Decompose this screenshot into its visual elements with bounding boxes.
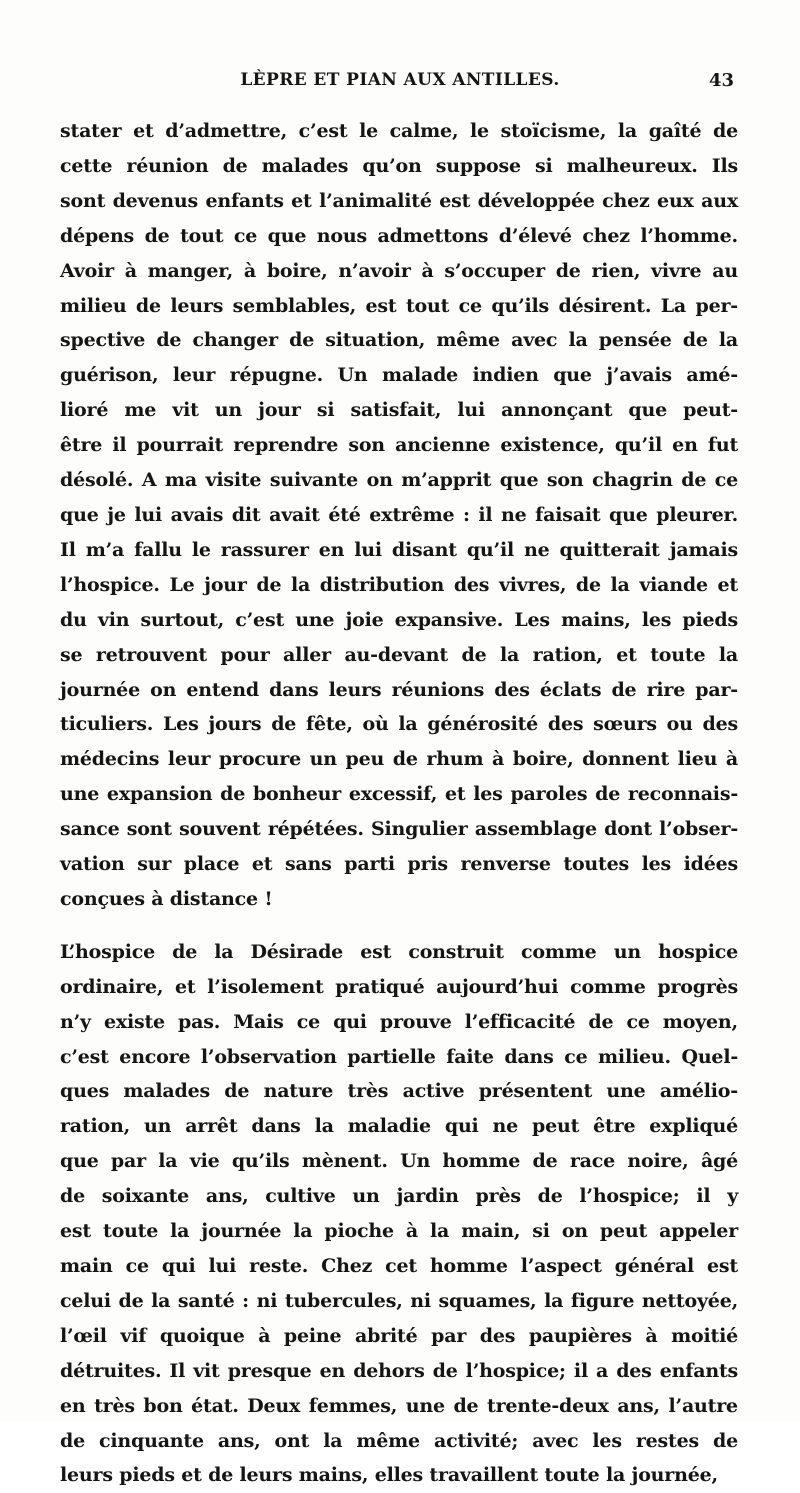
text-line: que je lui avais dit avait été extrême : il ne faisait que pleurer. (60, 503, 739, 526)
text-line: Avoir à manger, à boire, n’avoir à s’occuper de rien, vivre au (60, 259, 738, 282)
text-line: du vin surtout, c’est une joie expansive. Les mains, les pieds (60, 608, 738, 631)
running-header (60, 70, 740, 100)
text-line: une expansion de bonheur excessif, et les paroles de reconnais- (60, 783, 739, 806)
text-line: milieu de leurs semblables, est tout ce qu’ils désirent. La per- (60, 294, 738, 317)
text-line: désolé. A ma visite suivante on m’apprit que son chagrin de ce (60, 469, 739, 492)
text-line: journée on entend dans leurs réunions des éclats de rire par- (60, 678, 738, 701)
text-line: celui de la santé : ni tubercules, ni squames, la figure nettoyée, (60, 1289, 738, 1312)
text-line: être il pourrait reprendre son ancienne existence, qu’il en fut (60, 434, 739, 457)
text-line: ques malades de nature très active présentent une amélio- (60, 1080, 738, 1103)
text-line: de cinquante ans, ont la même activité; avec les restes de (60, 1429, 738, 1452)
text-line: dépens de tout ce que nous admettons d’élevé chez l’homme. (60, 224, 738, 247)
text-line: c’est encore l’observation partielle faite dans ce milieu. Quel- (60, 1045, 739, 1068)
text-line: stater et d’admettre, c’est le calme, le stoïcisme, la gaîté de (60, 120, 739, 142)
text-line: sont devenus enfants et l’animalité est développée chez eux aux (60, 189, 738, 212)
text-line: l’hospice. Le jour de la distribution des vivres, de la viande et (60, 573, 739, 596)
text-line: vation sur place et sans parti pris renverse toutes les idées (60, 853, 739, 876)
running-title: LÈPRE ET PIAN AUX ANTILLES. (240, 70, 560, 90)
paragraph-2 (60, 935, 738, 1493)
text-line: conçues à distance ! (60, 887, 273, 910)
text-line: ration, un arrêt dans la maladie qui ne peut être expliqué (60, 1115, 739, 1138)
text-line: n’y existe pas. Mais ce qui prouve l’efficacité de ce moyen, (60, 1010, 738, 1033)
text-line: se retrouvent pour aller au-devant de la ration, et toute la (60, 643, 739, 666)
text-line: lioré me vit un jour si satisfait, lui annonçant que peut- (60, 399, 738, 422)
text-line: détruites. Il vit presque en dehors de l’hospice; il a des enfants (60, 1359, 739, 1382)
text-line: ordinaire, et l’isolement pratiqué aujourd’hui comme progrès (60, 975, 739, 998)
text-line: en très bon état. Deux femmes, une de trente-deux ans, l’autre (60, 1394, 738, 1417)
text-line: guérison, leur répugne. Un malade indien que j’avais amé- (60, 364, 738, 387)
text-line: leurs pieds et de leurs mains, elles travaillent toute la journée, (60, 1464, 718, 1487)
text-line: ticuliers. Les jours de fête, où la générosité des sœurs ou des (60, 713, 739, 736)
body-text (60, 114, 738, 1493)
paragraph-1 (60, 114, 738, 917)
text-line: main ce qui lui reste. Chez cet homme l’aspect général est (60, 1255, 738, 1277)
text-line: de soixante ans, cultive un jardin près de l’hospice; il y (60, 1185, 739, 1208)
text-line: spective de changer de situation, même avec la pensée de la (60, 329, 739, 352)
text-line: sance sont souvent répétées. Singulier assemblage dont l’obser- (60, 818, 739, 841)
page-number: 43 (708, 70, 734, 91)
text-line: médecins leur procure un peu de rhum à boire, donnent lieu à (60, 748, 739, 771)
text-line: est toute la journée la pioche à la main, si on peut appeler (60, 1220, 739, 1243)
text-line: cette réunion de malades qu’on suppose si malheureux. Ils (60, 154, 738, 177)
text-line: que par la vie qu’ils mènent. Un homme de race noire, âgé (60, 1150, 739, 1173)
text-line: L’hospice de la Désirade est construit comme un hospice (60, 940, 739, 963)
text-line: l’œil vif quoique à peine abrité par des paupières à moitié (60, 1324, 739, 1347)
text-line: Il m’a fallu le rassurer en lui disant qu’il ne quitterait jamais (60, 538, 739, 561)
